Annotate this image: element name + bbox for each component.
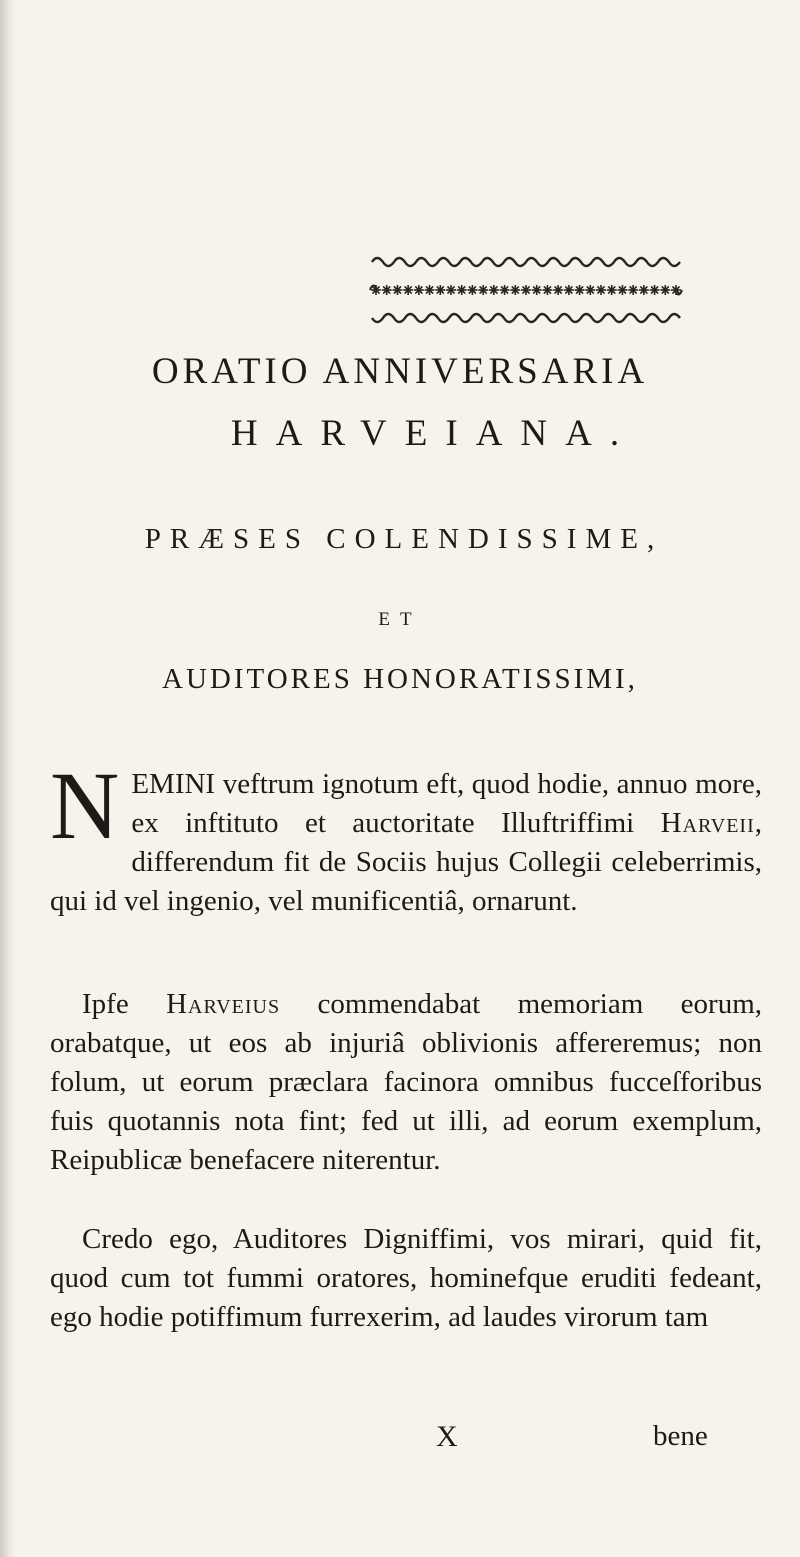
star-icon xyxy=(650,285,660,295)
catchword: bene xyxy=(653,1420,708,1452)
first-word-rest: EMINI xyxy=(131,768,216,800)
paragraph-3 xyxy=(50,1220,762,1337)
star-icon xyxy=(467,285,477,295)
star-icon xyxy=(585,285,595,295)
star-icon xyxy=(382,285,392,295)
star-icon xyxy=(639,285,649,295)
star-icon xyxy=(521,285,531,295)
star-icon xyxy=(510,285,520,295)
star-icon xyxy=(414,285,424,295)
star-icon xyxy=(660,285,670,295)
salutation-auditores: AUDITORES HONORATISSIMI, xyxy=(162,663,638,695)
paragraph-2 xyxy=(50,985,762,1180)
paragraph-2-text-after: commendabat memoriam eorum, orabatque, ut eos ab injuriâ oblivionis affereremus; non folum, ut eorum præclara facinora omnibus fucceſforibus fuis quotannis nota fint; fed ut illi, ad eorum exemplum, Reipublicæ benefacere niterentur. xyxy=(50,988,763,1176)
star-icon xyxy=(542,285,552,295)
star-icon xyxy=(575,285,585,295)
paragraph-1 xyxy=(50,752,762,921)
star-icon xyxy=(489,285,499,295)
scroll-band xyxy=(372,314,680,322)
star-icon xyxy=(532,285,542,295)
star-icon xyxy=(617,285,627,295)
paragraph-3-text: Credo ego, Auditores Digniffimi, vos mirari, quid fit, quod cum tot fummi oratores, hominefque eruditi fedeant, ego hodie potiffimum furrexerim, ad laudes virorum tam xyxy=(50,1223,762,1333)
salutation-et: ET xyxy=(378,609,422,630)
star-icon xyxy=(392,285,402,295)
name-harveius: Harveius xyxy=(166,988,281,1020)
star-icon xyxy=(607,285,617,295)
star-icon xyxy=(435,285,445,295)
title-line-1: ORATIO ANNIVERSARIA xyxy=(151,351,649,392)
paragraph-1-text-after: , differendum fit de Sociis hujus Collegii celeberrimis, qui id vel ingenio, vel munificentiâ, ornarunt. xyxy=(50,807,762,917)
paragraph-1-text: veftrum ignotum eft, quod hodie, annuo more, ex inftituto et auctoritate Illuftriffimi xyxy=(131,768,762,839)
name-harveii: Harveii xyxy=(660,807,755,839)
star-icon xyxy=(596,285,606,295)
paragraph-2-text-before: Ipfe xyxy=(82,988,167,1020)
star-icon xyxy=(628,285,638,295)
star-icon xyxy=(478,285,488,295)
signature-mark: X xyxy=(436,1420,458,1453)
drop-cap: N xyxy=(50,752,120,859)
star-icon xyxy=(457,285,467,295)
star-icon xyxy=(500,285,510,295)
star-icon xyxy=(564,285,574,295)
star-icon xyxy=(425,285,435,295)
page-gutter-shadow xyxy=(0,0,16,1557)
salutation-praeses: PRÆSES COLENDISSIME, xyxy=(144,523,664,555)
title-line-2: HARVEIANA. xyxy=(230,413,638,454)
headpiece-ornament xyxy=(368,248,684,332)
star-icon xyxy=(403,285,413,295)
scroll-band xyxy=(372,258,680,266)
star-icon xyxy=(446,285,456,295)
star-icon xyxy=(553,285,563,295)
